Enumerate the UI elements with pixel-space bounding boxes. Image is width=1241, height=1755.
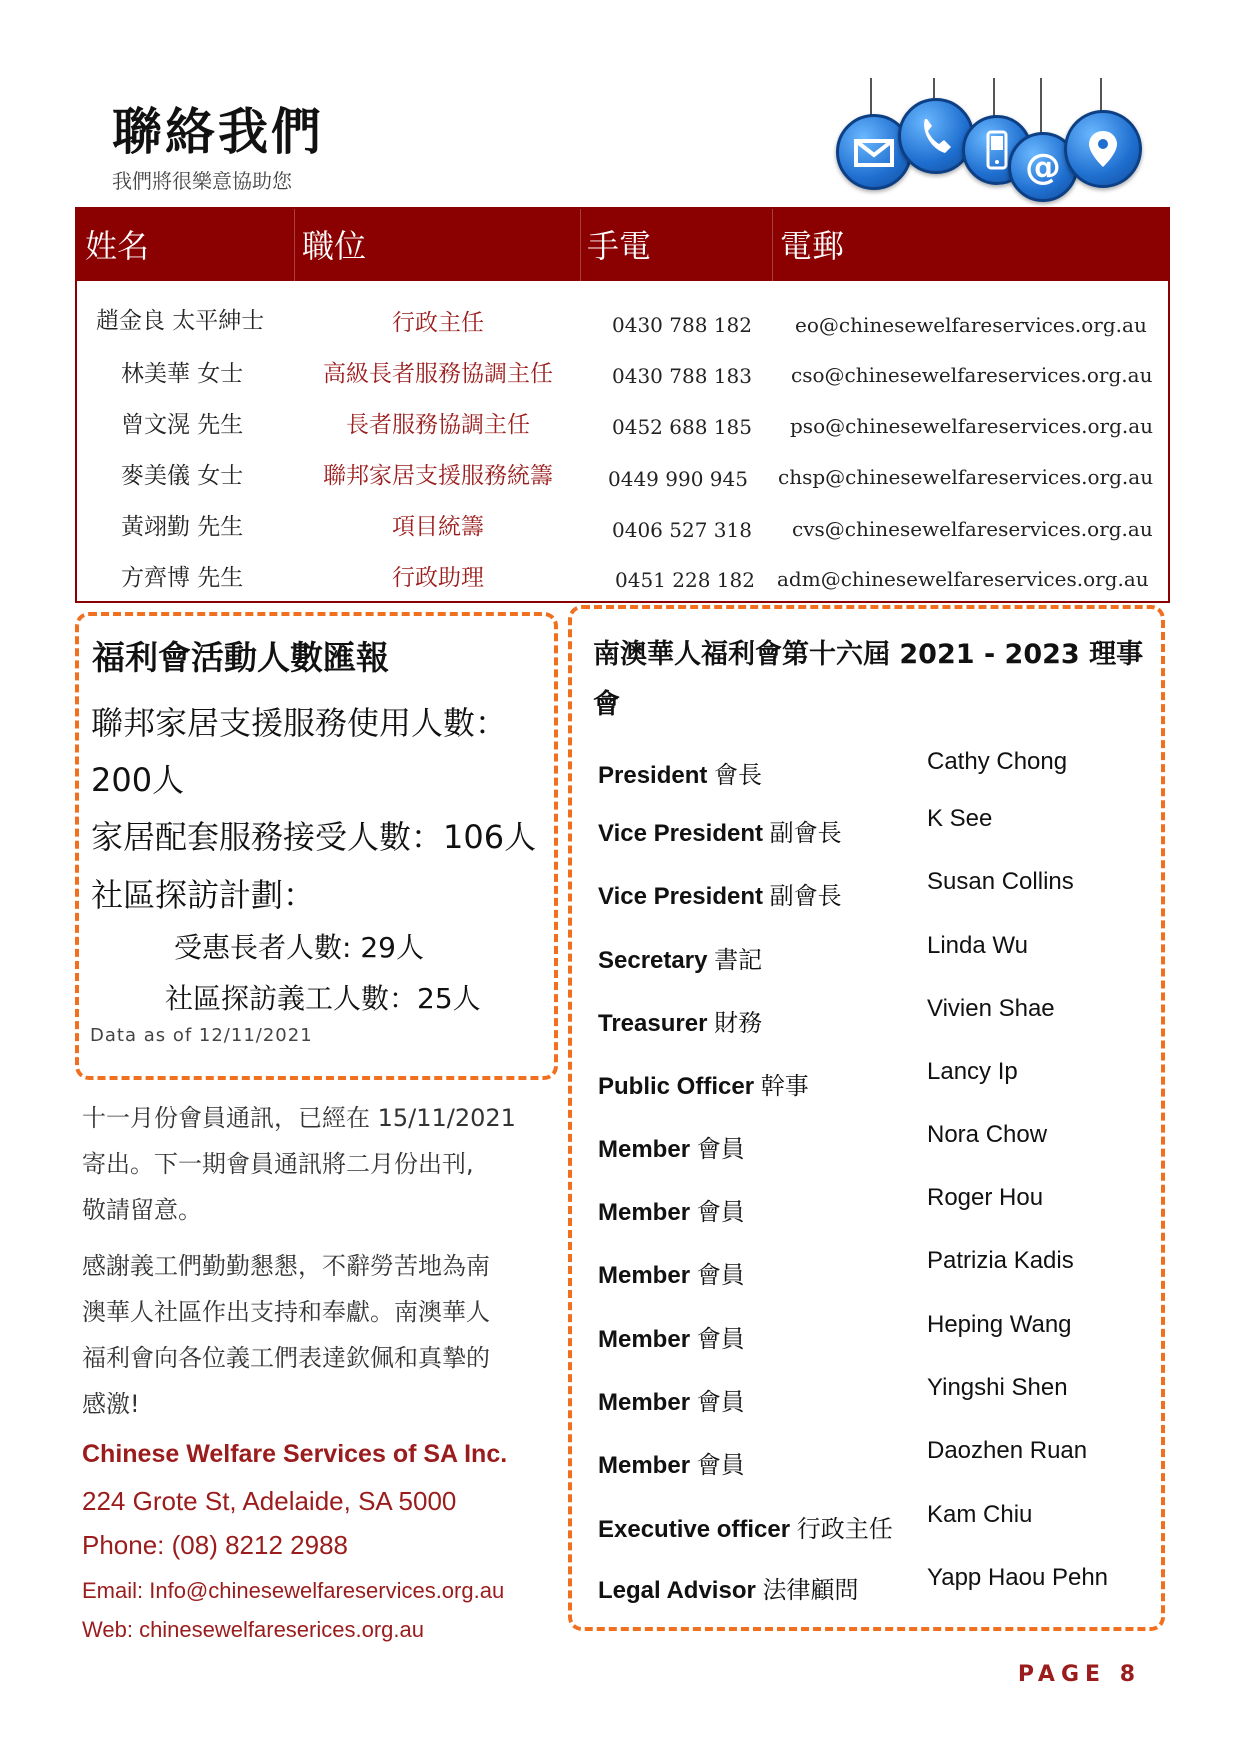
contact-name: 方齊博 先生 <box>121 565 244 591</box>
role-en: Member <box>598 1452 691 1479</box>
role-en: Member <box>598 1199 691 1226</box>
role-zh: 書記 <box>714 946 763 974</box>
org-email[interactable]: Email: Info@chinesewelfareservices.org.au <box>82 1578 505 1603</box>
council-member-name: Heping Wang <box>927 1311 1072 1338</box>
council-role <box>598 755 762 790</box>
stat-line: 聯邦家居支援服務使用人數： <box>91 704 508 742</box>
contact-phone[interactable]: 0451 228 182 <box>615 568 755 592</box>
contact-phone[interactable]: 0430 788 182 <box>612 313 752 337</box>
contact-email[interactable]: cso@chinesewelfareservices.org.au <box>791 363 1153 387</box>
role-zh: 副會長 <box>769 882 842 910</box>
table-header <box>77 209 1168 281</box>
role-en: Member <box>598 1326 691 1353</box>
role-zh: 會員 <box>696 1135 745 1163</box>
contact-role: 行政助理 <box>392 565 484 591</box>
paragraph-line: 澳華人社區作出支持和奉獻。南澳華人 <box>82 1298 490 1326</box>
council-member-name: Daozhen Ruan <box>927 1437 1088 1464</box>
council-role <box>598 1255 745 1290</box>
org-name: Chinese Welfare Services of SA Inc. <box>82 1440 508 1468</box>
role-en: Treasurer <box>598 1010 708 1037</box>
contact-email[interactable]: adm@chinesewelfareservices.org.au <box>777 567 1149 591</box>
council-role <box>598 1192 745 1227</box>
page-number: PAGE 8 <box>1017 1662 1141 1687</box>
contact-email[interactable]: pso@chinesewelfareservices.org.au <box>790 414 1154 438</box>
council-member-name: Nora Chow <box>927 1121 1048 1148</box>
location-icon <box>1064 110 1142 188</box>
council-member-name: Yapp Haou Pehn <box>927 1564 1109 1591</box>
contact-name: 趙金良 太平紳士 <box>96 308 265 334</box>
newsletter-paragraph <box>82 1095 552 1233</box>
thanks-paragraph <box>82 1243 552 1427</box>
contact-email[interactable]: cvs@chinesewelfareservices.org.au <box>792 517 1153 541</box>
role-zh: 財務 <box>714 1009 763 1037</box>
role-en: Secretary <box>598 947 708 974</box>
header-phone: 手電 <box>587 227 652 265</box>
contact-email[interactable]: chsp@chinesewelfareservices.org.au <box>778 465 1154 489</box>
council-member-name: Kam Chiu <box>927 1501 1033 1528</box>
role-en: Member <box>598 1136 691 1163</box>
contact-role: 長者服務協調主任 <box>346 412 530 438</box>
contact-name: 林美華 女士 <box>121 361 244 387</box>
role-en: President <box>598 762 708 789</box>
page-subtitle: 我們將很樂意協助您 <box>112 169 292 193</box>
contact-phone[interactable]: 0406 527 318 <box>612 518 752 542</box>
role-zh: 會長 <box>714 761 763 789</box>
role-zh: 幹事 <box>760 1072 809 1100</box>
contact-role: 行政主任 <box>392 310 484 336</box>
role-en: Member <box>598 1389 691 1416</box>
org-address: 224 Grote St, Adelaide, SA 5000 <box>82 1486 457 1516</box>
paragraph-line: 寄出。下一期會員通訊將二月份出刊, <box>82 1150 474 1178</box>
org-phone[interactable]: Phone: (08) 8212 2988 <box>82 1530 348 1560</box>
role-en: Member <box>598 1262 691 1289</box>
contact-phone[interactable]: 0452 688 185 <box>612 415 752 439</box>
org-web[interactable]: Web: chinesewelfareserices.org.au <box>82 1617 424 1642</box>
council-role <box>598 1066 809 1101</box>
role-zh: 行政主任 <box>796 1515 893 1543</box>
council-role <box>598 1570 859 1605</box>
paragraph-line: 感激! <box>82 1390 140 1418</box>
role-en: Vice President <box>598 820 763 847</box>
council-role <box>598 1129 745 1164</box>
role-en: Legal Advisor <box>598 1577 756 1604</box>
council-role <box>598 1445 745 1480</box>
role-zh: 會員 <box>696 1261 745 1289</box>
role-zh: 法律顧問 <box>762 1576 859 1604</box>
stat-line: 200人 <box>91 761 185 799</box>
header-role: 職位 <box>302 227 367 265</box>
council-role <box>598 1319 745 1354</box>
contact-phone[interactable]: 0430 788 183 <box>612 364 752 388</box>
council-member-name: Roger Hou <box>927 1184 1044 1211</box>
council-role <box>598 1382 745 1417</box>
council-member-name: Vivien Shae <box>927 995 1055 1022</box>
contact-email[interactable]: eo@chinesewelfareservices.org.au <box>795 313 1147 337</box>
stat-sub-line: 受惠長者人數: 29人 <box>174 931 424 964</box>
page-title: 聯絡我們 <box>112 103 324 161</box>
contact-role: 項目統籌 <box>392 514 484 540</box>
paragraph-line: 十一月份會員通訊，已經在 15/11/2021 <box>82 1104 516 1132</box>
header-name: 姓名 <box>85 227 150 265</box>
council-role <box>598 813 842 848</box>
role-zh: 會員 <box>696 1388 745 1416</box>
paragraph-line: 敬請留意。 <box>82 1196 202 1224</box>
council-member-name: Yingshi Shen <box>927 1374 1068 1401</box>
contact-table <box>75 207 1170 603</box>
council-role <box>598 876 842 911</box>
contact-name: 黃翊勤 先生 <box>121 514 244 540</box>
council-role <box>598 1509 893 1544</box>
council-role <box>598 1003 762 1038</box>
stats-date: Data as of 12/11/2021 <box>90 1025 313 1046</box>
stat-sub-line: 社區探訪義工人數：25人 <box>165 982 481 1015</box>
role-zh: 會員 <box>696 1451 745 1479</box>
role-en: Executive officer <box>598 1516 791 1543</box>
stats-title: 福利會活動人數匯報 <box>92 638 389 677</box>
council-member-name: Cathy Chong <box>927 748 1068 775</box>
council-member-name: K See <box>927 805 993 832</box>
paragraph-line: 福利會向各位義工們表達欽佩和真摯的 <box>82 1344 490 1372</box>
header-email: 電郵 <box>780 227 845 265</box>
council-member-name: Linda Wu <box>927 932 1028 959</box>
council-title: 南澳華人福利會第十六屆 2021 - 2023 理事會 <box>593 639 1144 720</box>
contact-phone[interactable]: 0449 990 945 <box>608 467 748 491</box>
contact-name: 曾文滉 先生 <box>121 412 244 438</box>
contact-name: 麥美儀 女士 <box>121 463 244 489</box>
role-en: Public Officer <box>598 1073 755 1100</box>
role-zh: 會員 <box>696 1325 745 1353</box>
council-role <box>598 940 762 975</box>
contact-role: 聯邦家居支援服務統籌 <box>323 463 553 489</box>
stat-line: 社區探訪計劃： <box>91 876 316 914</box>
svg-text:@: @ <box>1025 147 1061 188</box>
role-zh: 副會長 <box>769 819 842 847</box>
council-member-name: Lancy Ip <box>927 1058 1018 1085</box>
paragraph-line: 感謝義工們勤勤懇懇，不辭勞苦地為南 <box>82 1252 490 1280</box>
phone-icon <box>898 98 974 174</box>
council-member-name: Susan Collins <box>927 868 1074 895</box>
stat-line: 家居配套服務接受人數：106人 <box>91 818 537 856</box>
council-member-name: Patrizia Kadis <box>927 1247 1074 1274</box>
contact-role: 高級長者服務協調主任 <box>323 361 553 387</box>
role-en: Vice President <box>598 883 763 910</box>
role-zh: 會員 <box>696 1198 745 1226</box>
